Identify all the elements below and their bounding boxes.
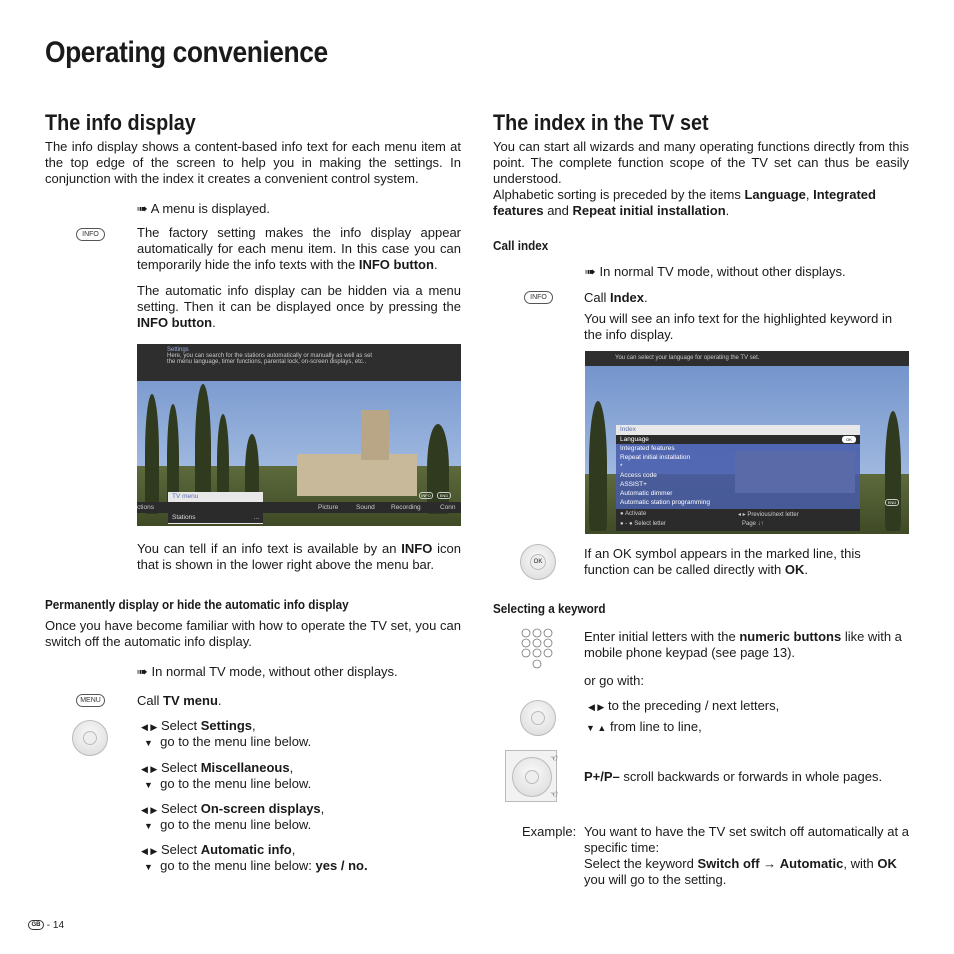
- index-screenshot: [585, 351, 909, 534]
- navigation-pad-icon: [72, 720, 108, 756]
- ok-symbol-text: If an OK symbol appears in the marked line, this function can be called directly with OK.: [584, 546, 861, 577]
- end-pill-icon-right: END: [885, 499, 899, 506]
- numeric-keypad-icon: [520, 628, 556, 672]
- factory-setting-text: The factory setting makes the info display appear automatically for each menu item. In this case you can temporarily hide the info texts with the INFO button.: [137, 225, 461, 272]
- screen-info-line1: Here, you can search for the stations automatically or manually as well as set: [167, 353, 373, 359]
- page-number: - 14: [46, 920, 65, 931]
- ok-badge-icon: OK: [842, 436, 856, 443]
- automatic-info-text: The automatic info display can be hidden via a menu setting. Then it can be displayed once by pressing the INFO button.: [137, 283, 461, 330]
- index-item-automatic-station-programming[interactable]: Automatic station programming: [620, 499, 710, 506]
- preceding-next-letters: ◀ ▶ to the preceding / next letters,: [588, 698, 780, 713]
- step-select-automatic-info: ◀ ▶ Select Automatic info,: [141, 842, 296, 857]
- step-down-2: ▼ go to the menu line below.: [144, 776, 312, 791]
- index-item-integrated-features[interactable]: Integrated features: [620, 445, 675, 452]
- navigation-pad-icon-right: [520, 700, 556, 736]
- tv-menu-item-stations[interactable]: Stations ...: [168, 512, 263, 523]
- index-item-automatic-dimmer[interactable]: Automatic dimmer: [620, 490, 673, 497]
- menubar-item-functions[interactable]: ctions: [137, 504, 154, 511]
- selecting-keyword-heading: Selecting a keyword: [493, 601, 606, 616]
- info-display-intro: The info display shows a content-based info text for each menu item at the top edge of the screen to help you in making the settings. In conjunction with the index it creates a convenient control system.: [45, 139, 461, 186]
- menubar-item-recording[interactable]: Recording: [391, 504, 421, 511]
- page-title: Operating convenience: [45, 36, 328, 69]
- call-index-heading: Call index: [493, 238, 549, 253]
- step-normal-tv-right: ➠ In normal TV mode, without other displays.: [585, 264, 846, 279]
- or-go-with: or go with:: [584, 673, 644, 688]
- info-icon-text: You can tell if an info text is available by an INFO icon that is shown in the lower right above the menu bar.: [137, 541, 461, 572]
- step-select-on-screen-displays: ◀ ▶ Select On-screen displays,: [141, 801, 325, 816]
- footer-prev-next: ◂ ▸ Previous/next letter: [738, 512, 799, 518]
- menubar-item-conn[interactable]: Conn: [440, 504, 456, 511]
- footer-activate: ● Activate: [620, 511, 647, 517]
- info-pill-icon: INFO: [419, 492, 433, 499]
- info-button-icon: INFO: [76, 228, 105, 241]
- tv-menu-screenshot: [137, 344, 461, 526]
- step-normal-tv-left: ➠ In normal TV mode, without other displays.: [137, 664, 398, 679]
- index-heading: The index in the TV set: [493, 110, 709, 135]
- example-text1: You want to have the TV set switch off automatically at a specific time:: [584, 824, 909, 855]
- page-scroll-text: P+/P– scroll backwards or forwards in whole pages.: [584, 769, 883, 784]
- step-select-settings: ◀ ▶ Select Settings,: [141, 718, 256, 733]
- index-item-access-code[interactable]: Access code: [620, 472, 657, 479]
- end-pill-icon: END: [437, 492, 451, 499]
- step-down-3: ▼ go to the menu line below.: [144, 817, 312, 832]
- index-intro1: You can start all wizards and many operating functions directly from this point. The complete function scope of the TV set can thus be easily understood.: [493, 139, 909, 186]
- step-select-miscellaneous: ◀ ▶ Select Miscellaneous,: [141, 760, 294, 775]
- call-index: Call Index.: [584, 290, 648, 305]
- menubar-item-picture[interactable]: Picture: [318, 504, 339, 511]
- initial-letters-text: Enter initial letters with the numeric buttons like with a mobile phone keypad (see page 13).: [584, 629, 902, 660]
- example-label: Example:: [522, 824, 577, 839]
- index-label: Index: [616, 425, 860, 435]
- country-badge: GB: [28, 920, 44, 930]
- step-menu-displayed: ➠ A menu is displayed.: [137, 201, 271, 216]
- footer-page: Page ↓↑: [742, 521, 764, 527]
- index-item-assist[interactable]: ASSIST+: [620, 481, 647, 488]
- screen-info-line2: the menu language, timer functions, parental lock, on-screen displays, etc..: [167, 359, 367, 365]
- info-display-heading: The info display: [45, 110, 196, 135]
- permanent-display-heading: Permanently display or hide the automatic info display: [45, 597, 349, 612]
- menubar-item-sound[interactable]: Sound: [356, 504, 375, 511]
- page-buttons-icon: ☜ ☜: [505, 750, 557, 802]
- line-to-line: ▼ ▲ from line to line,: [586, 719, 702, 734]
- index-item-language[interactable]: Language OK: [616, 435, 860, 444]
- step-down-4: ▼ go to the menu line below: yes / no.: [144, 858, 368, 873]
- screen-info-title: Settings: [167, 347, 189, 353]
- step-down-1: ▼ go to the menu line below.: [144, 734, 312, 749]
- call-tv-menu: Call TV menu.: [137, 693, 222, 708]
- index-item-star[interactable]: *: [620, 463, 623, 470]
- tv-menu-label: TV menu: [172, 493, 199, 500]
- index-info-line: You can select your language for operating the TV set.: [585, 351, 909, 366]
- familiar-text: Once you have become familiar with how to operate the TV set, you can switch off the automatic info display.: [45, 618, 461, 649]
- menu-button-icon: MENU: [76, 694, 105, 707]
- highlight-text: You will see an info text for the highlighted keyword in the info display.: [584, 311, 893, 342]
- footer-select-letter: ● - ● Select letter: [620, 521, 666, 527]
- info-button-icon-right: INFO: [524, 291, 553, 304]
- ok-button-pad-icon: OK: [520, 544, 556, 580]
- index-item-repeat-initial-installation[interactable]: Repeat initial installation: [620, 454, 691, 461]
- index-intro2: Alphabetic sorting is preceded by the items Language, Integrated features and Repeat initial installation.: [493, 187, 876, 218]
- example-text2: Select the keyword Switch off → Automatic, with OK you will go to the setting.: [584, 856, 897, 887]
- page-footer: [28, 920, 64, 931]
